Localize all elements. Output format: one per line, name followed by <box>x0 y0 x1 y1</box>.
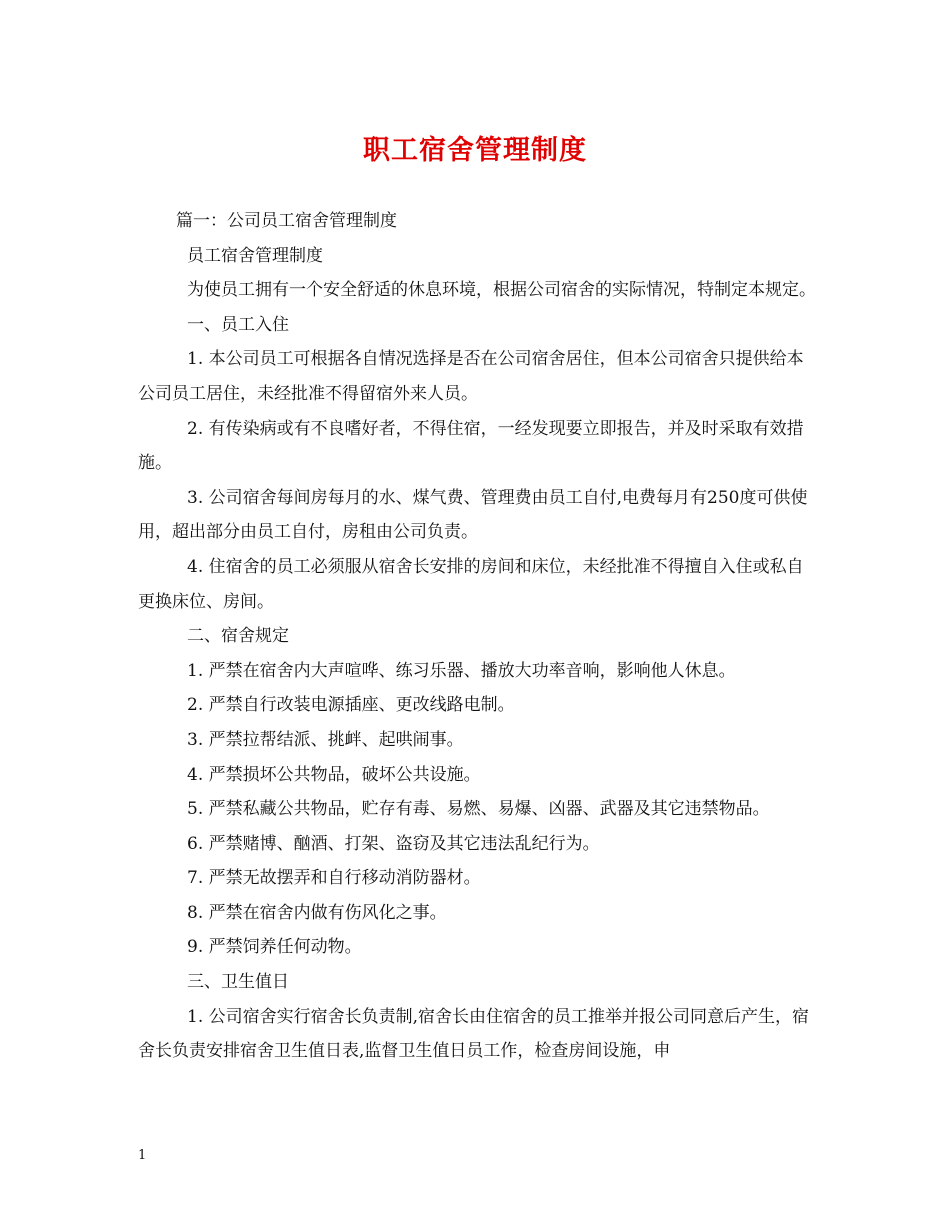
list-item: 7. 严禁无故摆弄和自行移动消防器材。 <box>187 868 481 889</box>
section-heading: 一、员工入住 <box>187 314 289 335</box>
list-item: 3. 严禁拉帮结派、挑衅、起哄闹事。 <box>187 729 464 750</box>
section-heading: 篇一：公司员工宿舍管理制度 <box>176 211 397 231</box>
subtitle: 员工宿舍管理制度 <box>187 245 323 266</box>
list-item: 5. 严禁私藏公共物品，贮存有毒、易燃、易爆、凶器、武器及其它违禁物品。 <box>187 799 770 820</box>
page-number: 1 <box>138 1148 147 1163</box>
list-item: 2. 有传染病或有不良嗜好者，不得住宿，一经发现要立即报告，并及时采取有效措施。 <box>138 418 804 474</box>
list-item: 2. 严禁自行改装电源插座、更改线路电制。 <box>187 695 515 716</box>
list-item: 1. 公司宿舍实行宿舍长负责制,宿舍长由住宿舍的员工推举并报公司同意后产生，宿舍长负责安排宿舍卫生值日表,监督卫生值日员工作，检查房间设施，申 <box>138 1006 810 1062</box>
paragraph: 为使员工拥有一个安全舒适的休息环境，根据公司宿舍的实际情况，特制定本规定。 <box>187 280 816 301</box>
list-item: 4. 严禁损坏公共物品，破坏公共设施。 <box>187 764 481 785</box>
list-item: 6. 严禁赌博、酗酒、打架、盗窃及其它违法乱纪行为。 <box>187 833 600 854</box>
list-item: 8. 严禁在宿舍内做有伤风化之事。 <box>187 902 447 923</box>
list-item: 1. 本公司员工可根据各自情况选择是否在公司宿舍居住，但本公司宿舍只提供给本公司员工居住，未经批准不得留宿外来人员。 <box>138 349 804 404</box>
list-item: 4. 住宿舍的员工必须服从宿舍长安排的房间和床位，未经批准不得擅自入住或私自更换床位、房间。 <box>138 556 804 612</box>
section-heading: 三、卫生值日 <box>187 972 289 993</box>
list-item: 9. 严禁饲养任何动物。 <box>187 937 362 958</box>
section-heading: 二、宿舍规定 <box>187 626 289 647</box>
document-title: 职工宿舍管理制度 <box>363 135 587 166</box>
list-item: 3. 公司宿舍每间房每月的水、煤气费、管理费由员工自付,电费每月有250度可供使用，超出部分由员工自付，房租由公司负责。 <box>138 487 808 543</box>
list-item: 1. 严禁在宿舍内大声喧哗、练习乐器、播放大功率音响，影响他人休息。 <box>187 660 736 681</box>
document-body <box>138 204 818 1069</box>
